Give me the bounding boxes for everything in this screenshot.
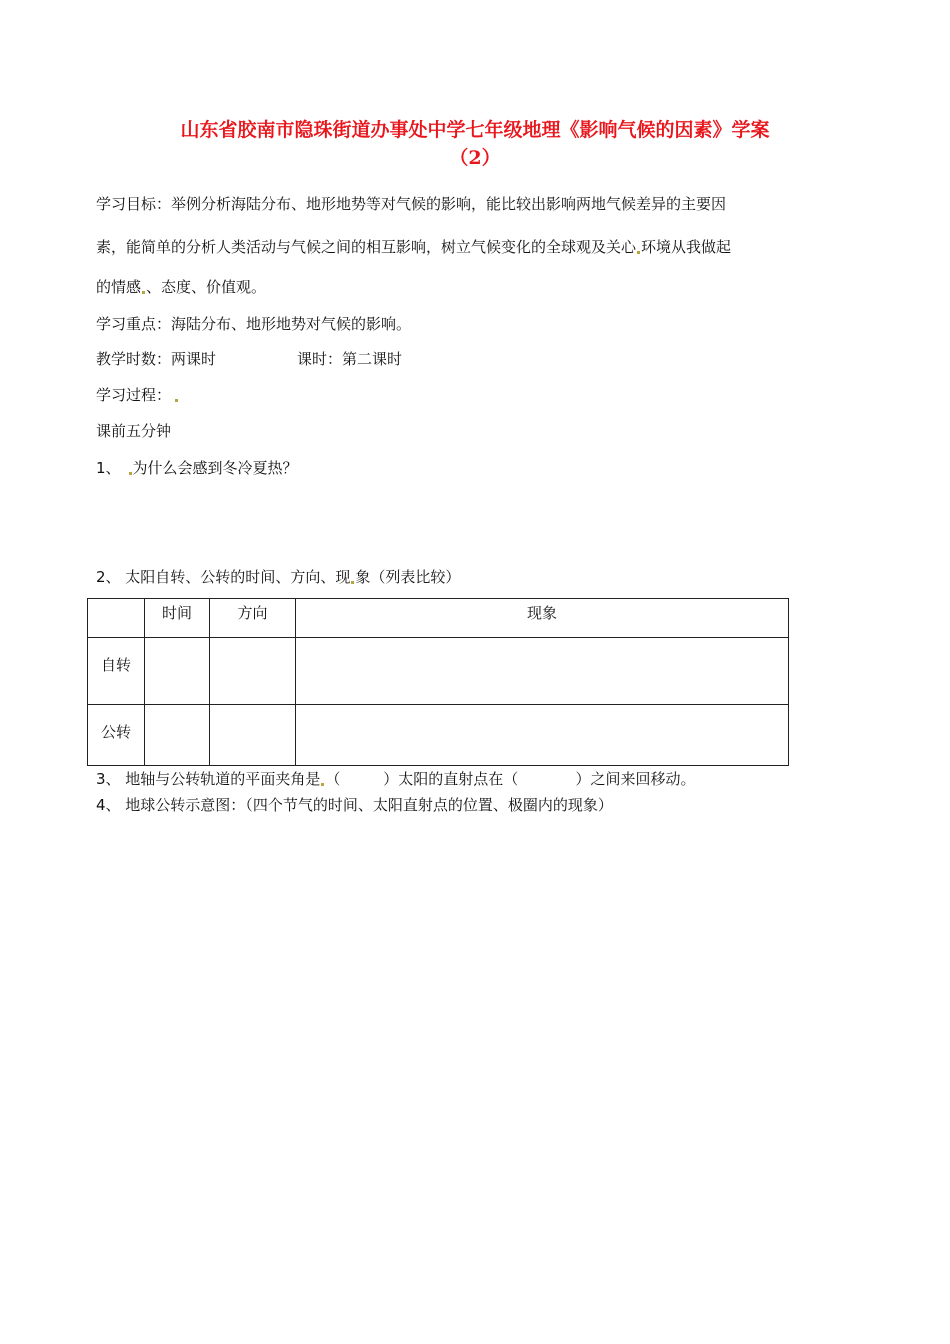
table-row	[88, 638, 789, 705]
question-1	[96, 457, 298, 478]
blank-cell[interactable]	[210, 638, 296, 705]
header-cell-time: 时间	[145, 599, 210, 638]
learning-process-label: 学习过程：	[96, 386, 172, 404]
question-4: 4、 地球公转示意图：（四个节气的时间、太阳直射点的位置、极圈内的现象）	[96, 796, 613, 814]
question-2	[96, 566, 460, 587]
mark-dot	[321, 783, 324, 786]
question-1-number: 1、	[96, 459, 121, 477]
mark-dot	[129, 472, 132, 475]
objectives-line-2-end: 环境从我做起	[641, 238, 732, 256]
warmup-heading: 课前五分钟	[96, 422, 172, 440]
page-title: 山东省胶南市隐珠街道办事处中学七年级地理《影响气候的因素》学案	[180, 119, 770, 141]
question-3-text: 3、 地轴与公转轨道的平面夹角是	[96, 770, 321, 788]
objectives-line-1: 学习目标：举例分析海陆分布、地形地势等对气候的影响，能比较出影响两地气候差异的主要因	[96, 195, 727, 213]
blank-cell[interactable]	[145, 705, 210, 766]
table-row	[88, 705, 789, 766]
question-3-text-end: （ ）太阳的直射点在（ ）之间来回移动。	[325, 770, 696, 788]
header-cell-phenomenon: 现象	[296, 599, 789, 638]
page-title-suffix: （2）	[449, 147, 501, 169]
row-label-revolution: 公转	[88, 705, 145, 766]
key-points: 学习重点：海陆分布、地形地势对气候的影响。	[96, 315, 412, 333]
header-cell-empty	[88, 599, 145, 638]
objectives-line-3-text: 的情感	[96, 278, 142, 296]
table-header-row	[88, 599, 789, 638]
teaching-hours: 教学时数：两课时	[96, 350, 217, 368]
objectives-line-2-text: 素，能简单的分析人类活动与气候之间的相互影响，树立气候变化的全球观及关心	[96, 238, 637, 256]
mark-dot	[351, 581, 354, 584]
row-label-rotation: 自转	[88, 638, 145, 705]
objectives-line-3	[96, 276, 266, 297]
question-2-text: 2、 太阳自转、公转的时间、方向、现	[96, 568, 351, 586]
blank-cell[interactable]	[210, 705, 296, 766]
question-1-text: 为什么会感到冬冷夏热？	[132, 459, 298, 477]
question-2-text-end: 象（列表比较）	[355, 568, 461, 586]
blank-cell[interactable]	[296, 705, 789, 766]
learning-process	[96, 384, 179, 405]
header-cell-direction: 方向	[210, 599, 296, 638]
blank-cell[interactable]	[296, 638, 789, 705]
question-3	[96, 768, 695, 789]
objectives-line-2	[96, 236, 731, 257]
mark-dot	[637, 251, 640, 254]
blank-cell[interactable]	[145, 638, 210, 705]
mark-dot	[175, 399, 178, 402]
objectives-line-3-end: 、态度、价值观。	[146, 278, 267, 296]
comparison-table	[87, 598, 789, 766]
current-lesson: 课时：第二课时	[297, 350, 403, 368]
mark-dot	[142, 291, 145, 294]
